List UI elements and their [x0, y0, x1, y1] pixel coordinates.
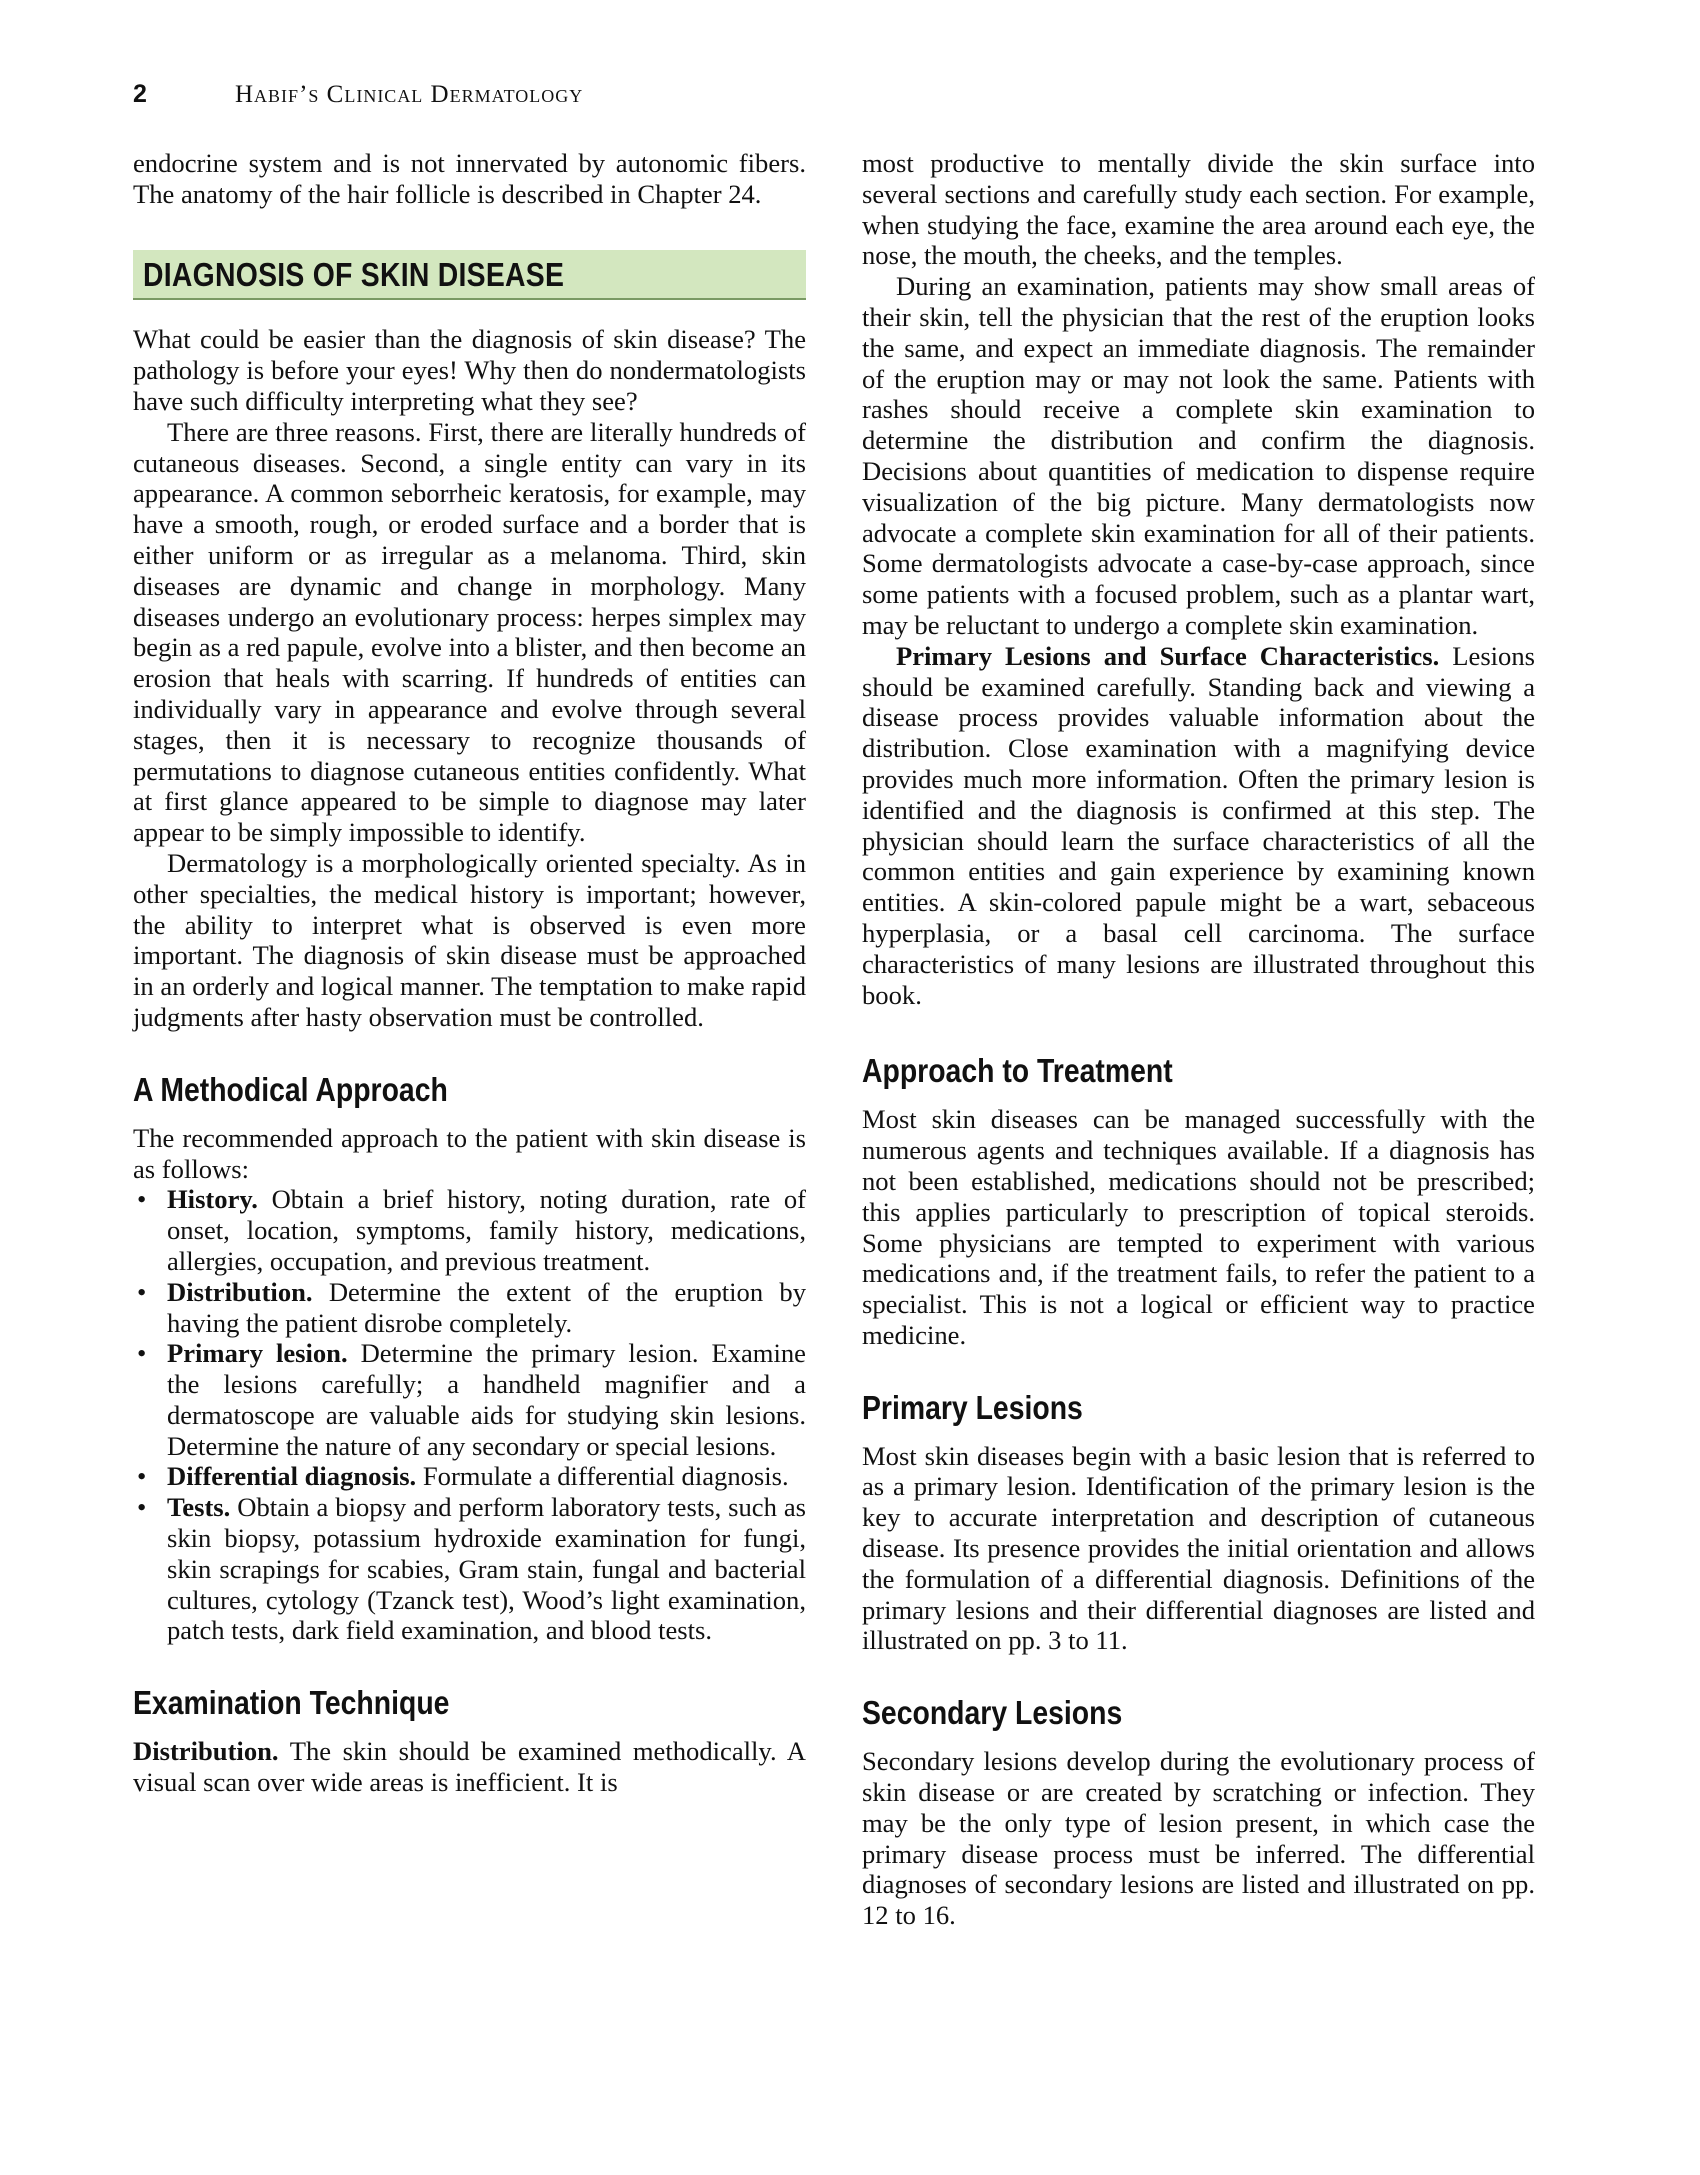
paragraph	[862, 641, 1535, 1011]
book-title: Habif’s Clinical Dermatology	[235, 81, 584, 108]
subsection-heading-examination-technique: Examination Technique	[133, 1684, 450, 1722]
list-item-text: Obtain a brief history, noting duration, rate of onset, location, symptoms, family history, medications, allergies, occupation, and previous treatment.	[167, 1184, 806, 1276]
list-item	[133, 1492, 806, 1646]
list-item	[133, 1338, 806, 1461]
running-head	[133, 80, 583, 109]
list-item-term: Differential diagnosis.	[167, 1461, 417, 1492]
paragraph: Secondary lesions develop during the evolutionary process of skin disease or are created by scratching or infection. They may be the only type of lesion present, in which case the primary disease process must be inferred. The differential diagnoses of secondary lesions are listed and illustrated on pp. 12 to 16.	[862, 1746, 1535, 1931]
list-item-term: Tests.	[167, 1492, 231, 1523]
section-title: DIAGNOSIS OF SKIN DISEASE	[143, 255, 565, 293]
intro-paragraph: endocrine system and is not innervated by autonomic fibers. The anatomy of the hair follicle is described in Chapter 24.	[133, 148, 806, 209]
list-item	[133, 1184, 806, 1276]
right-column	[862, 148, 1535, 1931]
subsection-heading-approach-to-treatment: Approach to Treatment	[862, 1052, 1173, 1090]
list-item-text: Determine the primary lesion. Examine the lesions carefully; a handheld magnifier and a dermatoscope are valuable aids for studying skin lesions. Determine the nature of any secondary or special lesions.	[167, 1338, 806, 1461]
subsection-heading-methodical-approach: A Methodical Approach	[133, 1070, 448, 1108]
list-item-term: Distribution.	[167, 1276, 313, 1307]
approach-list	[133, 1184, 806, 1646]
list-item-term: Primary lesion.	[167, 1338, 348, 1369]
paragraph: most productive to mentally divide the skin surface into several sections and carefully study each section. For example, when studying the face, examine the area around each eye, the nose, the mouth, the cheeks, and the temples.	[862, 148, 1535, 271]
paragraph: There are three reasons. First, there are literally hundreds of cutaneous diseases. Second, a single entity can vary in its appearance. A common seborrheic keratosis, for example, may have a smooth, rough, or eroded surface and a border that is either uniform or as irregular as a melanoma. Third, skin diseases are dynamic and change in morphology. Many diseases undergo an evolutionary process: herpes simplex may begin as a red papule, evolve into a blister, and then become an erosion that heals with scarring. If hundreds of entities can individually vary in appearance and evolve through several stages, then it is necessary to recognize thousands of permutations to diagnose cutaneous entities confidently. What at first glance appeared to be simple to diagnose may later appear to be simply impossible to identify.	[133, 416, 806, 848]
subsection-heading-primary-lesions: Primary Lesions	[862, 1388, 1083, 1426]
paragraph: What could be easier than the diagnosis of skin disease? The pathology is before your eyes! Why then do nondermatologists have such difficulty interpreting what they see?	[133, 324, 806, 416]
list-item-text: Obtain a biopsy and perform laboratory tests, such as skin biopsy, potassium hydroxide examination for fungi, skin scrapings for scabies, Gram stain, fungal and bacterial cultures, cytology (Tzanck test), Wood’s light examination, patch tests, dark field examination, and blood tests.	[167, 1492, 806, 1646]
paragraph-text: Lesions should be examined carefully. Standing back and viewing a disease process provides valuable information about the distribution. Close examination with a magnifying device provides much more information. Often the primary lesion is identified and the diagnosis is confirmed at this step. The physician should learn the surface characteristics of all the common entities and gain experience by examining known entities. A skin-colored papule might be a wart, sebaceous hyperplasia, or a basal cell carcinoma. The surface characteristics of many lesions are illustrated throughout this book.	[862, 640, 1535, 1010]
list-item	[133, 1461, 806, 1492]
list-item-text: Determine the extent of the eruption by having the patient disrobe completely.	[167, 1276, 806, 1338]
paragraph: During an examination, patients may show small areas of their skin, tell the physician that the rest of the eruption looks the same, and expect an immediate diagnosis. The remainder of the eruption may or may not look the same. Patients with rashes should receive a complete skin examination to determine the distribution and confirm the diagnosis. Decisions about quantities of medication to dispense require visualization of the big picture. Many dermatologists now advocate a complete skin examination for all of their patients. Some dermatologists advocate a case-by-case approach, since some patients with a focused problem, such as a plantar wart, may be reluctant to undergo a complete skin examination.	[862, 271, 1535, 640]
list-item-text: Formulate a differential diagnosis.	[416, 1461, 789, 1492]
left-column	[133, 148, 806, 1798]
paragraph	[133, 1736, 806, 1798]
list-item-term: History.	[167, 1184, 258, 1215]
paragraph: Most skin diseases can be managed successfully with the numerous agents and techniques available. If a diagnosis has not been established, medications should not be prescribed; this applies particularly to prescription of topical steroids. Some physicians are tempted to experiment with various medications and, if the treatment fails, to refer the patient to a specialist. This is not a logical or efficient way to practice medicine.	[862, 1104, 1535, 1350]
subsection-heading-secondary-lesions: Secondary Lesions	[862, 1694, 1123, 1732]
paragraph: The recommended approach to the patient with skin disease is as follows:	[133, 1122, 806, 1184]
paragraph: Dermatology is a morphologically oriented specialty. As in other specialties, the medical history is important; however, the ability to interpret what is observed is even more important. The diagnosis of skin disease must be approached in an orderly and logical manner. The temptation to make rapid judgments after hasty observation must be controlled.	[133, 847, 806, 1032]
paragraph-text: The skin should be examined methodically. A visual scan over wide areas is inefficient. It is	[133, 1736, 806, 1798]
section-header-band	[133, 250, 806, 301]
page-number: 2	[133, 80, 148, 108]
run-in-term: Distribution.	[133, 1736, 279, 1767]
list-item	[133, 1277, 806, 1339]
paragraph: Most skin diseases begin with a basic lesion that is referred to as a primary lesion. Identification of the primary lesion is the key to accurate interpretation and description of cutaneous disease. Its presence provides the initial orientation and allows the formulation of a differential diagnosis. Definitions of the primary lesions and their differential diagnoses are listed and illustrated on pp. 3 to 11.	[862, 1440, 1535, 1656]
run-in-term: Primary Lesions and Surface Characteristics.	[896, 640, 1440, 671]
